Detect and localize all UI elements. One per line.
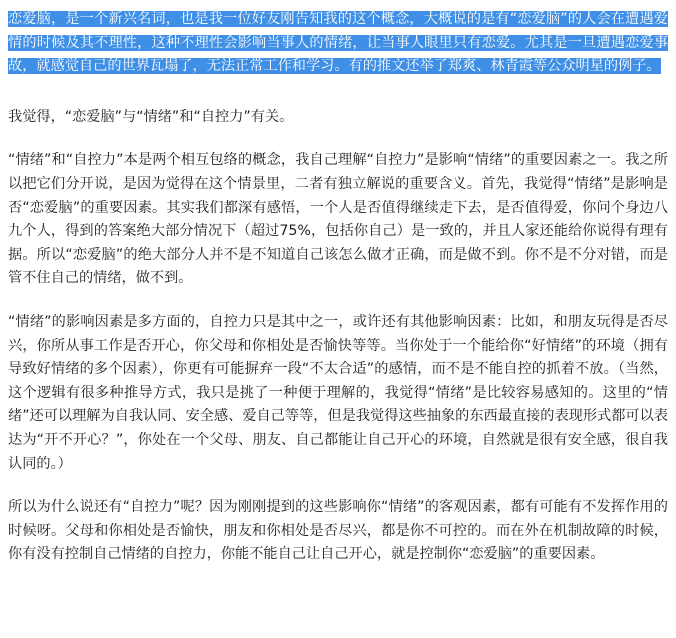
paragraph-emotion: “情绪”和“自控力”本是两个相互包络的概念，我自己理解“自控力”是影响“情绪”的重要因素之一。我之所以把它们分开说，是因为觉得在这个情景里，二者有独立解说的重要含义。首先，我觉得“情绪”是影响是否“恋爱脑”的重要因素。其实我们都深有感悟，一个人是否值得继续走下去，是否值得爱，你问个身边八九个人，得到的答案绝大部分情况下（超过75%，包括你自己）是一致的，并且人家还能给你说得有理有据。所以“恋爱脑”的绝大部分人并不是不知道自己该怎么做才正确，而是做不到。你不是不分对错，而是管不住自己的情绪，做不到。 — [8, 152, 668, 287]
paragraph-self-control: 所以为什么说还有“自控力”呢？因为刚刚提到的这些影响你“情绪”的客观因素，都有可能有不发挥作用的时候呀。父母和你相处是否愉快，朋友和你相处是否尽兴，都是你不可控的。而在外在机制故障的时候，你有没有控制自己情绪的自控力，你能不能自己让自己开心，就是控制你“恋爱脑”的重要因素。 — [8, 499, 668, 563]
paragraph-factors: “情绪”的影响因素是多方面的，自控力只是其中之一，或许还有其他影响因素：比如，和朋友玩得是否尽兴，你所从事工作是否开心，你父母和你相处是否愉快等等。当你处于一个能给你“好情绪”的环境（拥有导致好情绪的多个因素），你更有可能摒弃一段“不太合适”的感情，而不是不能自控的抓着不放。（当然，这个逻辑有很多种推导方式，我只是挑了一种便于理解的，我觉得“情绪”是比较容易感知的。这里的“情绪”还可以理解为自我认同、安全感、爱自己等等，但是我觉得这些抽象的东西最直接的表现形式都可以表达为“开不开心？”，你处在一个父母、朋友、自己都能让自己开心的环境，自然就是很有安全感，很自我认同的。） — [8, 313, 668, 472]
paragraph-intro — [8, 8, 668, 79]
paragraph-thesis: 我觉得，“恋爱脑”与“情绪”和“自控力”有关。 — [8, 108, 294, 125]
selected-text[interactable]: 恋爱脑，是一个新兴名词，也是我一位好友刚告知我的这个概念，大概说的是有“恋爱脑”的人会在遭遇爱情的时候及其不理性，这种不理性会影响当事人的情绪，让当事人眼里只有恋爱。尤其是一旦遭遇恋爱事故，就感觉自己的世界瓦塌了，无法正常工作和学习。有的推文还举了郑爽、林青霞等公众明星的例子。 — [8, 11, 668, 75]
